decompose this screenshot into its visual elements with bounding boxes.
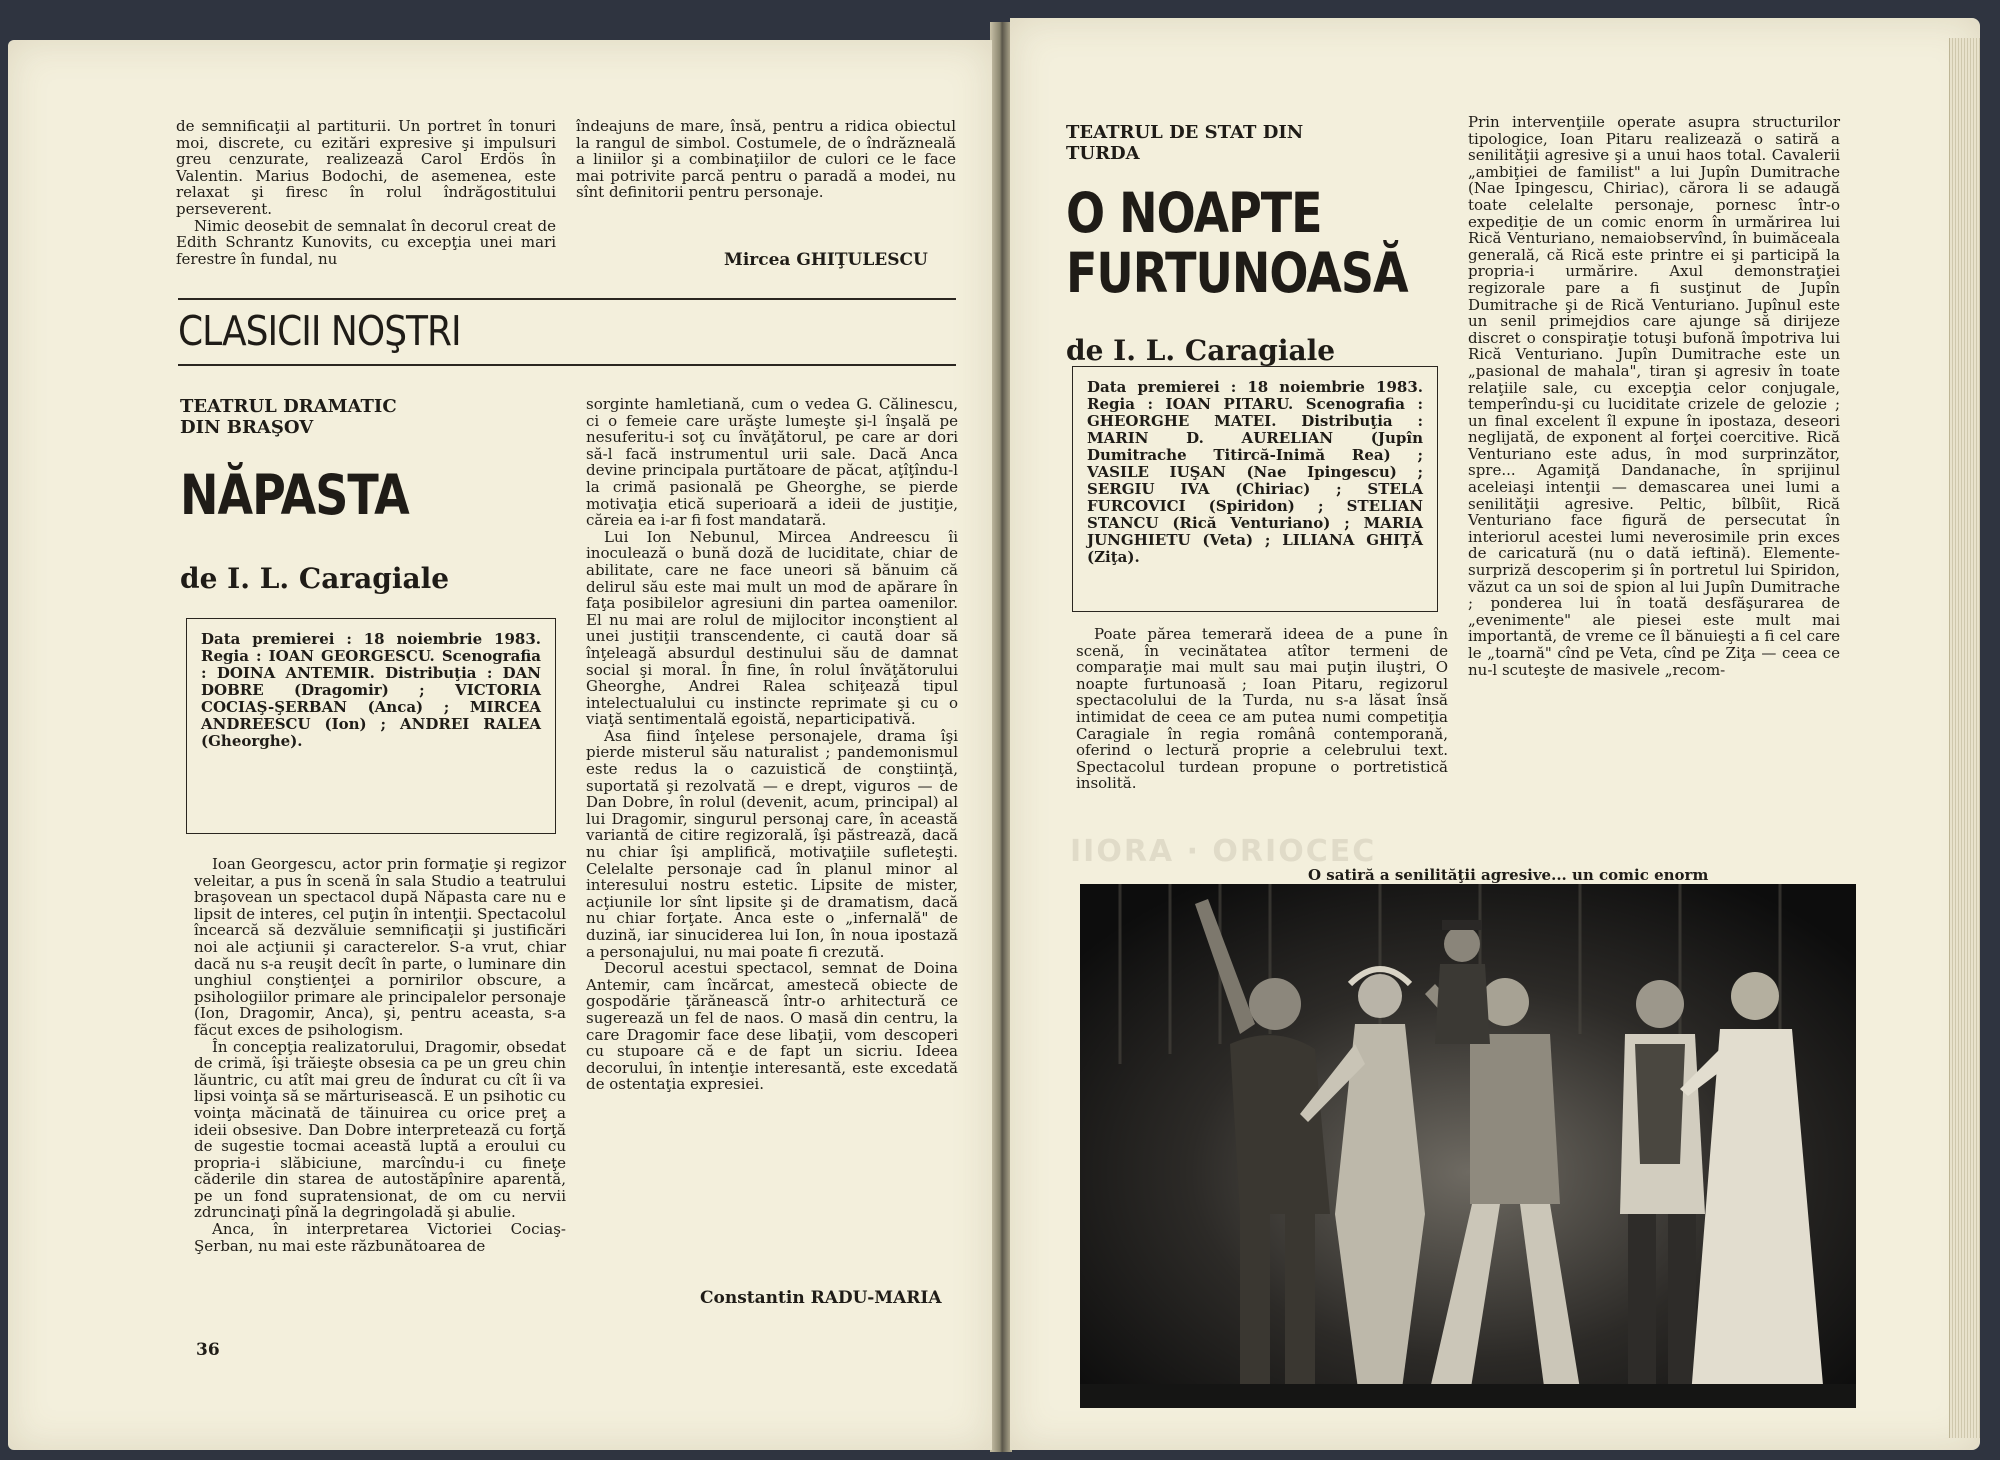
right-body-column-2 (1468, 114, 1840, 678)
top-column-2 (576, 118, 956, 201)
body-col2-p4: Decorul acestui spectacol, semnat de Doina Antemir, cam încărcat, amestecă obiecte de gospodărie ţărănească într-o arhitectură ce sugerează un fel de naos. O masă din centru, la care Dragomir face dese libaţii, vom descoperi cu stupoare că e de fapt un sicriu. Ideea decorului, în intenţie interesantă, este excedată de ostentaţia expresiei. (586, 959, 958, 1094)
page-edges (1949, 38, 1980, 1438)
book-spine (990, 22, 1012, 1452)
stage-photo-image (1080, 884, 1856, 1408)
body-col1-p1: Ioan Georgescu, actor prin formaţie şi regizor veleitar, a pus în scenă în sala Studio a teatrului braşovean un spectacol după Năpasta care nu e lipsit de interes, cel puţin în intenţii. Spectacolul încearcă să dezvăluie semnificaţii şi justificări noi ale acţiunii şi caracterelor. S-a vrut, chiar dacă nu s-a reuşit decît în parte, o luminare din unghiul conştienţei a pornirilor obscure, a psihologiilor primare ale principalelor personaje (Ion, Dragomir, Anca), şi, pentru aceasta, s-a făcut exces de psihologism. (194, 855, 566, 1039)
body-col1-p3: Anca, în interpretarea Victoriei Cociaş-Şerban, nu mai este răzbunătoarea de (194, 1220, 566, 1255)
right-body-col2: Prin intervenţiile operate asupra structurilor tipologice, Ioan Pitaru realizează o satiră a senilităţii agresive şi a unui haos total. Cavalerii „ambiţiei de familist" a lui Jupîn Dumitrache (Nae Ipingescu, Chiriac), cărora li se adaugă toate celelalte personaje, pornesc într-o expediţie de un comic enorm în urmărirea lui Rică Venturiano, nemaiobservînd, în buimăceala generală, că Rică este printre ei şi participă la propria-i urmărire. Axul demonstraţiei regizorale pare a fi susţinut de Jupîn Dumitrache şi de Rică Venturiano. Jupînul este un senil primejdios care ajunge să dirijeze discret o conspiraţie totuşi bufonă împotriva lui Rică Venturiano. Jupîn Dumitrache este un „pasional de mahala", tiran şi agresiv în toate relaţiile sale, cu excepţia celor conjugale, temperîndu-şi cu luciditate crizele de gelozie ; un final excelent îl expune în ipostaza, deseori neglijată, de exponent al forţei coercitive. Rică Venturiano este adus, în mod surprinzător, spre... Agamiţă Dandanache, în sprijinul aceleiaşi intenţii — demascarea unei lumi a senilităţii agresive. Peltic, bîlbîit, Rică Venturiano face figură de persecutat în interiorul acestei lumi neverosimile prin exces de caricatură (nu o dată ieftină). Elemente-surpriză descoperim şi în portretul lui Spiridon, văzut ca un soi de spion al lui Jupîn Dumitrache ; ponderea lui în toată desfăşurarea de „evenimente" ale piesei este mult mai importantă, de vreme ce îl bănuieşti a fi cel care le „toarnă" cînd pe Veta, cînd pe Ziţa — ceea ce nu-l scuteşte de masivele „recom- (1468, 113, 1840, 679)
body-col2-p1: sorginte hamletiană, cum o vedea G. Călinescu, ci o femeie care urăşte lumeşte şi-l înşală pe nesuferitu-i soţ cu învăţătorul, pe care ar dori să-l facă instrumentul urii sale. Dacă Anca devine principala purtătoare de păcat, aţîţîndu-l la crimă pasională pe Gheorghe, se pierde motivaţia etică superioară a ideii de justiţie, căreia ea i-ar fi fost mandatară. (586, 395, 958, 530)
body-col2-p2: Lui Ion Nebunul, Mircea Andreescu îi inoculează o bună doză de luciditate, chiar de abilitate, care ne face uneori să bănuim că delirul său este mai mult un mod de apărare în faţa posibilelor agresiuni din partea oamenilor. El nu mai are rolul de mijlocitor inconştient al unei justiţii transcendente, ci caută doar să înţeleagă absurdul destinului său de damnat social şi moral. În fine, în rolul învăţătorului Gheorghe, Andrei Ralea schiţează tipul intelectualului cu instincte reprimate şi cu o viaţă sentimentală egoistă, neparticipativă. (586, 527, 958, 729)
top-col2-text: îndeajuns de mare, însă, pentru a ridica obiectul la rangul de simbol. Costumele, de o îndrăzneală a liniilor şi a combinaţiilor de culori ce le face mai potrivite parcă pentru o paradă a modei, nu sînt definitorii pentru personaje. (576, 117, 956, 202)
theatre-name: TEATRUL DRAMATIC DIN BRAŞOV (180, 396, 397, 438)
body-col1-p2: În concepţia realizatorului, Dragomir, obsedat de crimă, îşi trăieşte obsesia ca pe un greu chin lăuntric, cu atît mai greu de îndurat cu cît îi va lipsi voinţa să se mărturisească. E un psihotic cu voinţa măcinată de tăinuirea cu orice preţ a ideii obsesive. Dan Dobre interpretează cu forţă de sugestie tocmai această luptă a eroului cu propria-i slăbiciune, marcîndu-i cu fineţe căderile din starea de autostăpînire aparentă, pe un fond supratensionat, de om cu nervii zdruncinaţi pînă la degringoladă şi abulie. (194, 1037, 566, 1222)
top-col1-text-2: Nimic deosebit de semnalat în decorul creat de Edith Schrantz Kunovits, cu excepţia unei mari ferestre în fundal, nu (176, 216, 556, 268)
top-rule (178, 298, 956, 300)
play-author: de I. L. Caragiale (180, 562, 450, 595)
section-rule (178, 364, 956, 366)
right-credits-box: Data premierei : 18 noiembrie 1983. Regia : IOAN PITARU. Scenografia : GHEORGHE MATEI. Distribuţia : MARIN D. AURELIAN (Jupîn Dumitrache Titircă-Inimă Rea) ; VASILE IUŞAN (Nae Ipingescu) ; SERGIU IVA (Chiriac) ; STELA FURCOVICI (Spiridon) ; STELIAN STANCU (Rică Venturiano) ; MARIA JUNGHIETU (Veta) ; LILIANA GHIŢĂ (Ziţa). (1072, 366, 1438, 612)
right-play-author: de I. L. Caragiale (1066, 334, 1336, 367)
article-signature: Constantin RADU-MARIA (700, 1288, 942, 1308)
top-signature: Mircea GHIŢULESCU (724, 250, 928, 270)
credits-box: Data premierei : 18 noiembrie 1983. Regia : IOAN GEORGESCU. Scenografia : DOINA ANTEMIR. Distribuţia : DAN DOBRE (Dragomir) ; VICTORIA COCIAŞ-ŞERBAN (Anca) ; MIRCEA ANDREESCU (Ion) ; ANDREI RALEA (Gheorghe). (186, 618, 556, 834)
photo-caption: O satiră a senilităţii agresive... un comic enorm (1308, 866, 1709, 884)
body-col2-p3: Asa fiind înţelese personajele, drama îşi pierde misterul său naturalist ; pandemonismul este redus la o cazuistică de conştiinţă, suportată şi rezolvată — e drept, viguros — de Dan Dobre, în rolul (devenit, acum, principal) al lui Dragomir, singurul personaj care, în această variantă de citire regizorală, îşi păstrează, dacă nu chiar îşi amplifică, motivaţiile sufleteşti. Celelalte personaje cad în planul minor al interesului nostru estetic. Lipsite de mister, acţiunile lor sînt lipsite şi de dramatism, dacă nu chiar forţate. Anca este o „infernală" de duzină, iar sinuciderea lui Ion, în noua ipostază a personajului, nu mai poate fi crezută. (586, 726, 958, 961)
right-play-title-line1: O NOAPTE (1066, 180, 1322, 246)
left-page (8, 40, 992, 1450)
stage-photo (1080, 884, 1856, 1408)
right-page (1010, 18, 1980, 1450)
right-play-title-line2: FURTUNOASĂ (1066, 240, 1408, 306)
top-col1-text: de semnificaţii al partiturii. Un portret în tonuri moi, discrete, cu ezitări expresive şi impulsuri greu cenzurate, realizează Carol Erdös în Valentin. Marius Bodochi, de asemenea, este relaxat şi firesc în rolul îndrăgostitului perseverent. (176, 117, 556, 218)
play-title: NĂPASTA (180, 462, 409, 528)
right-body-column-1 (1076, 626, 1448, 792)
right-theatre-name: TEATRUL DE STAT DIN TURDA (1066, 122, 1304, 164)
body-column-2 (586, 396, 958, 1093)
right-body-col1: Poate părea temerară ideea de a pune în scenă, în vecinătatea atîtor termeni de comparaţie mai mult sau mai puţin iluştri, O noapte furtunoasă ; Ioan Pitaru, regizorul spectacolului de la Turda, nu s-a lăsat însă intimidat de ceea ce am putea numi competiţia Caragiale în regia românâ contemporană, oferind o lectură proprie a celebrului text. Spectacolul turdean propune o portretistică insolită. (1076, 625, 1448, 793)
show-through-text: IIORA · ORIOCEC (1070, 834, 1377, 869)
top-column-1 (176, 118, 556, 267)
page-number: 36 (196, 1340, 220, 1360)
section-title: CLASICII NOŞTRI (178, 308, 461, 356)
body-column-1 (194, 856, 566, 1254)
